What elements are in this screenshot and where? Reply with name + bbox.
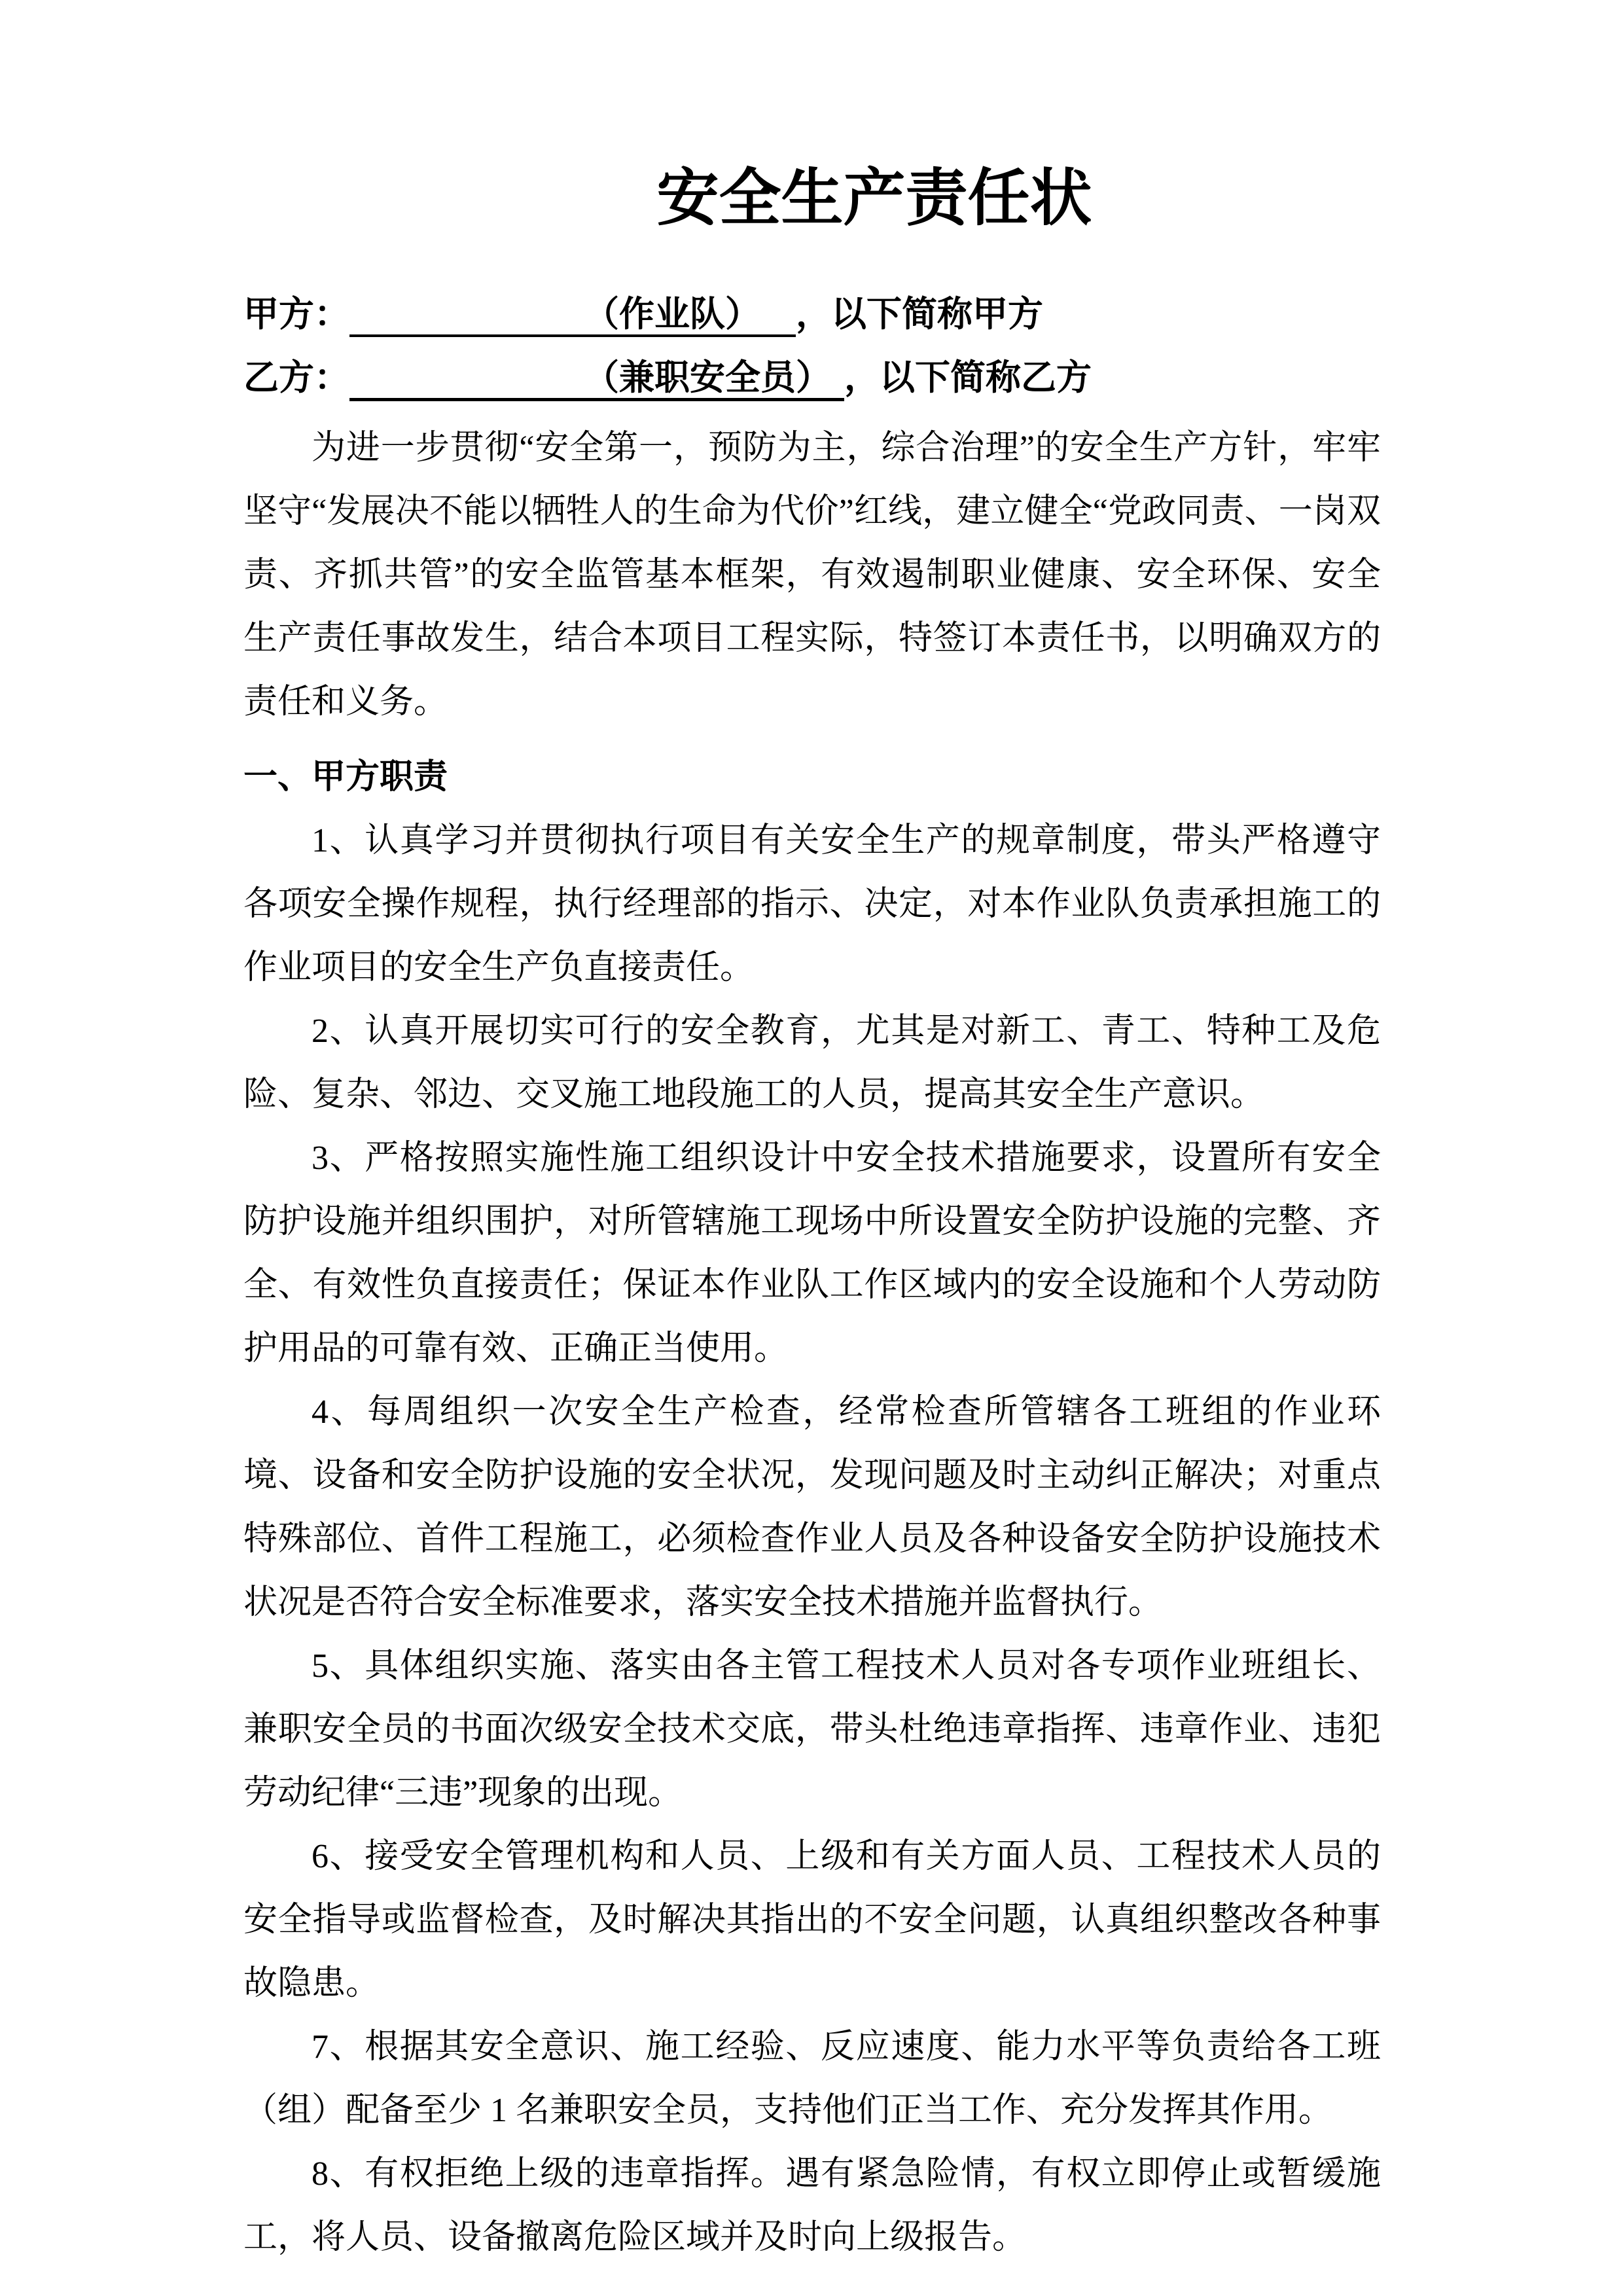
section-1-heading: 一、甲方职责	[243, 759, 448, 796]
party-a-line	[243, 283, 1381, 346]
clause-2: 2、认真开展切实可行的安全教育，尤其是对新工、青工、特种工及危险、复杂、邻边、交叉施工地段施工的人员，提高其安全生产意识。	[243, 1013, 1381, 1113]
party-a-label: 甲方：	[243, 295, 349, 334]
document-title: 安全生产责任状	[656, 164, 1092, 233]
clause-4: 4、每周组织一次安全生产检查，经常检查所管辖各工班组的作业环境、设备和安全防护设施的安全状况，发现问题及时主动纠正解决；对重点特殊部位、首件工程施工，必须检查作业人员及各种设备安全防护设施技术状况是否符合安全标准要求，落实安全技术措施并监督执行。	[243, 1393, 1381, 1621]
party-a-suffix: ，以下简称甲方	[796, 295, 1043, 334]
party-b-line	[243, 346, 1381, 410]
clause-8: 8、有权拒绝上级的违章指挥。遇有紧急险情，有权立即停止或暂缓施工，将人员、设备撤离危险区域并及时向上级报告。	[243, 2155, 1381, 2256]
clause-1: 1、认真学习并贯彻执行项目有关安全生产的规章制度，带头严格遵守各项安全操作规程，执行经理部的指示、决定，对本作业队负责承担施工的作业项目的安全生产负直接责任。	[243, 822, 1381, 986]
clause-7: 7、根据其安全意识、施工经验、反应速度、能力水平等负责给各工班（组）配备至少 1 名兼职安全员，支持他们正当工作、充分发挥其作用。	[243, 2028, 1381, 2129]
party-b-blank-label: （兼职安全员）	[584, 358, 831, 397]
clause-6: 6、接受安全管理机构和人员、上级和有关方面人员、工程技术人员的安全指导或监督检查，及时解决其指出的不安全问题，认真组织整改各种事故隐患。	[243, 1838, 1381, 2002]
clause-3: 3、严格按照实施性施工组织设计中安全技术措施要求，设置所有安全防护设施并组织围护，对所管辖施工现场中所设置安全防护设施的完整、齐全、有效性负直接责任；保证本作业队工作区域内的安全设施和个人劳动防护用品的可靠有效、正确正当使用。	[243, 1139, 1381, 1367]
party-a-blank-underline	[349, 294, 796, 337]
party-b-suffix: ，以下简称乙方	[844, 358, 1092, 397]
clause-5: 5、具体组织实施、落实由各主管工程技术人员对各专项作业班组长、兼职安全员的书面次级安全技术交底，带头杜绝违章指挥、违章作业、违犯劳动纪律“三违”现象的出现。	[243, 1647, 1381, 1812]
document-body	[243, 416, 1381, 2269]
party-b-blank-underline	[349, 357, 844, 401]
party-a-blank-label: （作业队）	[584, 295, 760, 334]
party-b-label: 乙方：	[243, 358, 349, 397]
intro-paragraph: 为进一步贯彻“安全第一，预防为主，综合治理”的安全生产方针，牢牢坚守“发展决不能以牺牲人的生命为代价”红线，建立健全“党政同责、一岗双责、齐抓共管”的安全监管基本框架，有效遏制职业健康、安全环保、安全生产责任事故发生，结合本项目工程实际，特签订本责任书，以明确双方的责任和义务。	[243, 429, 1381, 721]
